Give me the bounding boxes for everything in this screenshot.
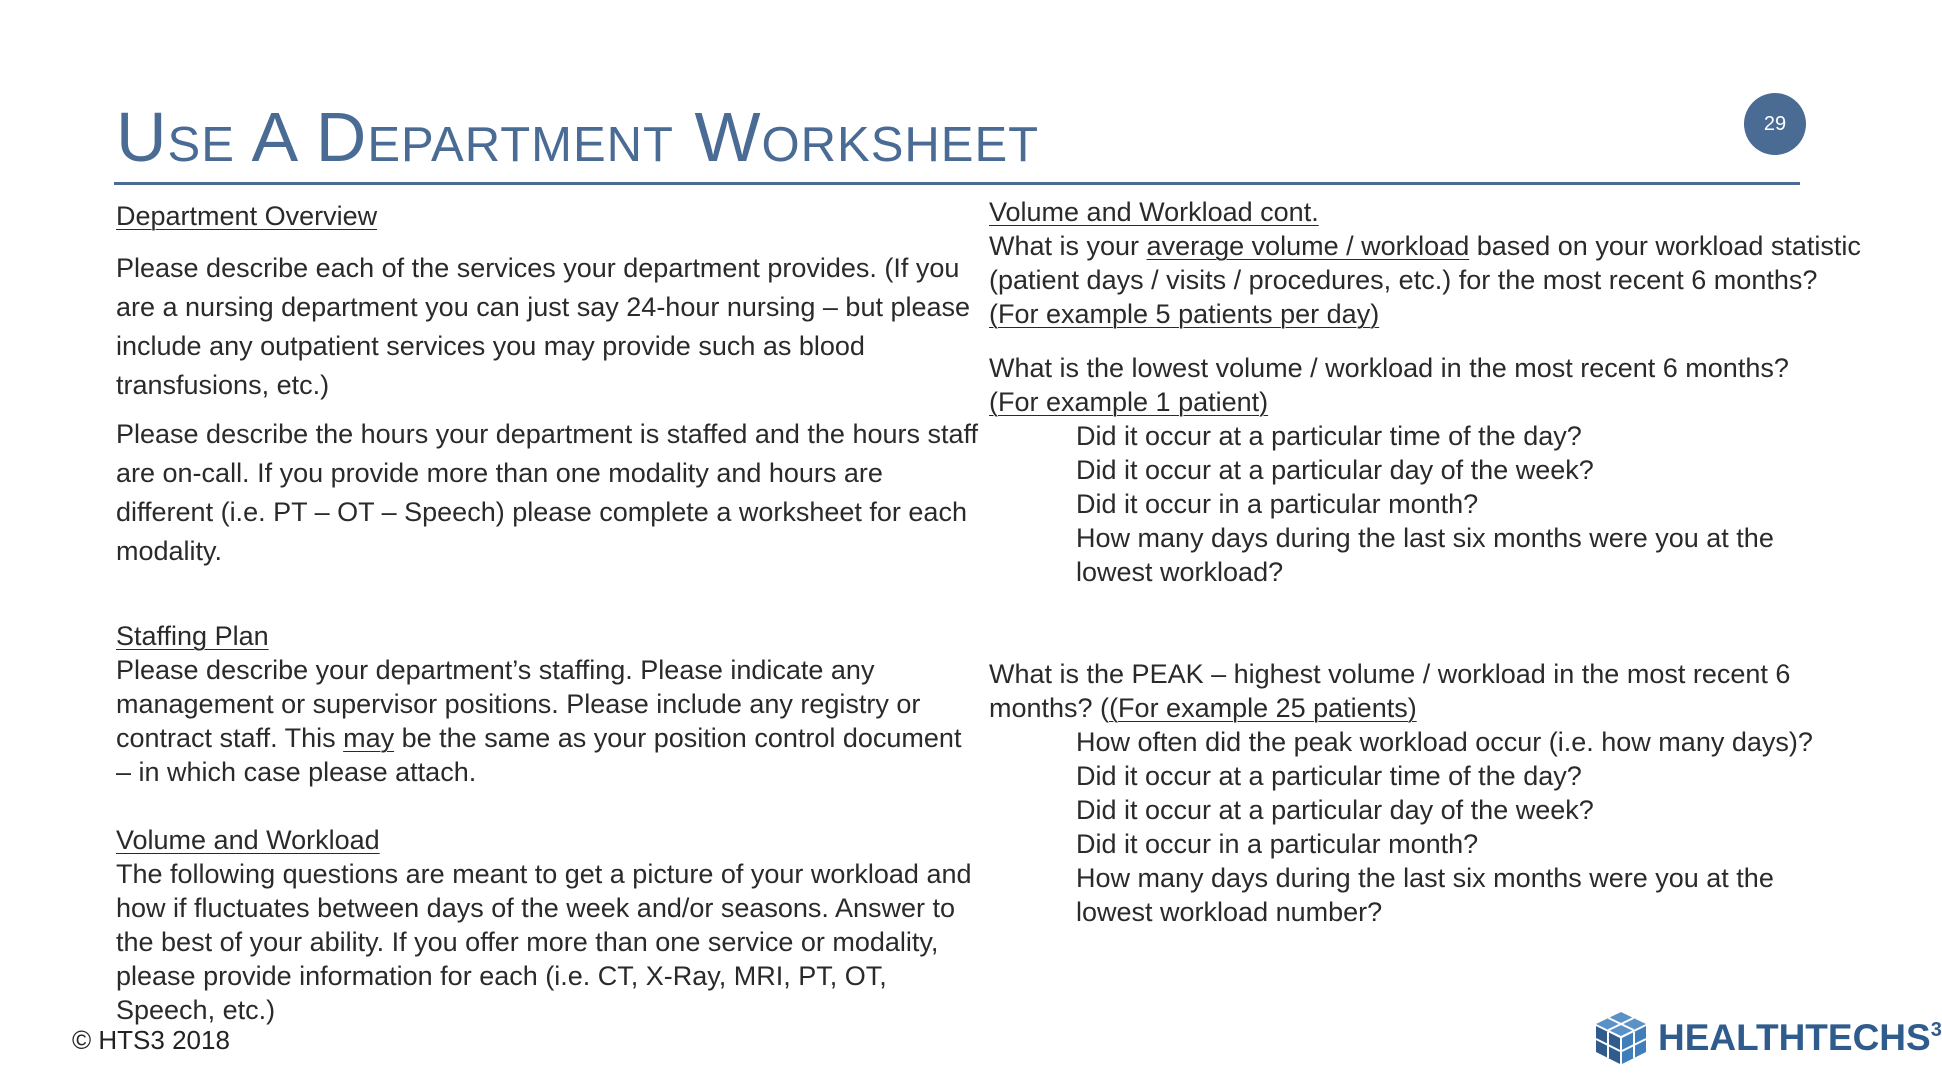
volume-workload-heading: Volume and Workload xyxy=(116,825,380,855)
peak-sub-item: Did it occur in a particular month? xyxy=(1076,829,1479,859)
copyright-notice: © HTS3 2018 xyxy=(72,1025,230,1055)
staffing-text-1: Please describe your department’s staffing. Please indicate any management or supervisor positions. Please include any registry or contract staff. This xyxy=(116,655,921,753)
peak-text: What is the PEAK – highest volume / workload in the most recent 6 months? ( xyxy=(989,659,1791,723)
overview-paragraph-2: Please describe the hours your department is staffed and the hours staff are on-call. If you provide more than one modality and hours are different (i.e. PT – OT – Speech) please complete a worksheet for each modality. xyxy=(116,419,979,566)
lowest-sub-item: Did it occur at a particular time of the day? xyxy=(1076,421,1582,451)
title-divider xyxy=(114,182,1800,185)
staffing-text-2: be the same as your position control document – in which case please attach. xyxy=(116,723,962,787)
peak-example: (For example 25 patients) xyxy=(1109,693,1417,723)
peak-sub-item: Did it occur at a particular time of the day? xyxy=(1076,761,1582,791)
page-title: Use A Department Worksheet xyxy=(116,98,1040,176)
overview-paragraph-1: Please describe each of the services your department provides. (If you are a nursing department you can just say 24-hour nursing – but please include any outpatient services you may provide such as blood transfusions, etc.) xyxy=(116,253,971,400)
page-number-badge: 29 xyxy=(1744,93,1806,155)
lowest-example: (For example 1 patient) xyxy=(989,387,1269,417)
lowest-sub-item: How many days during the last six months were you at the lowest workload? xyxy=(1076,523,1774,587)
avg-underlined: average volume / workload xyxy=(1146,231,1470,261)
logo-cube-icon xyxy=(1592,1010,1650,1066)
avg-text-pre: What is your xyxy=(989,231,1147,261)
right-column xyxy=(989,195,1869,929)
healthtech-logo xyxy=(1592,1010,1942,1066)
left-column xyxy=(116,199,982,1027)
average-volume-question xyxy=(989,229,1869,331)
avg-text-post: based on your workload statistic (patient days / visits / procedures, etc.) for the most recent 6 months? xyxy=(989,231,1861,295)
volume-paragraph: The following questions are meant to get a picture of your workload and how if fluctuates between days of the week and/or seasons. Answer to the best of your ability. If you offer more than one service or modality, please provide information for each (i.e. CT, X-Ray, MRI, PT, OT, Speech, etc.) xyxy=(116,859,972,1025)
staffing-plan-heading: Staffing Plan xyxy=(116,621,269,651)
avg-example: (For example 5 patients per day) xyxy=(989,299,1380,329)
lowest-volume-question: What is the lowest volume / workload in the most recent 6 months? xyxy=(989,353,1789,383)
peak-volume-question xyxy=(989,657,1869,725)
peak-sub-item: How often did the peak workload occur (i.e. how many days)? xyxy=(1076,727,1813,757)
volume-cont-heading: Volume and Workload cont. xyxy=(989,197,1319,227)
lowest-sub-item: Did it occur in a particular month? xyxy=(1076,489,1479,519)
peak-sub-item: How many days during the last six months were you at the lowest workload number? xyxy=(1076,863,1774,927)
logo-wordmark-text: HEALTHTECHS xyxy=(1658,1017,1931,1058)
lowest-sub-item: Did it occur at a particular day of the week? xyxy=(1076,455,1594,485)
staffing-paragraph xyxy=(116,653,982,789)
logo-wordmark xyxy=(1658,1017,1942,1059)
staffing-may: may xyxy=(343,723,395,753)
peak-sub-item: Did it occur at a particular day of the week? xyxy=(1076,795,1594,825)
department-overview-heading: Department Overview xyxy=(116,201,378,231)
logo-wordmark-sup: 3 xyxy=(1930,1019,1942,1041)
